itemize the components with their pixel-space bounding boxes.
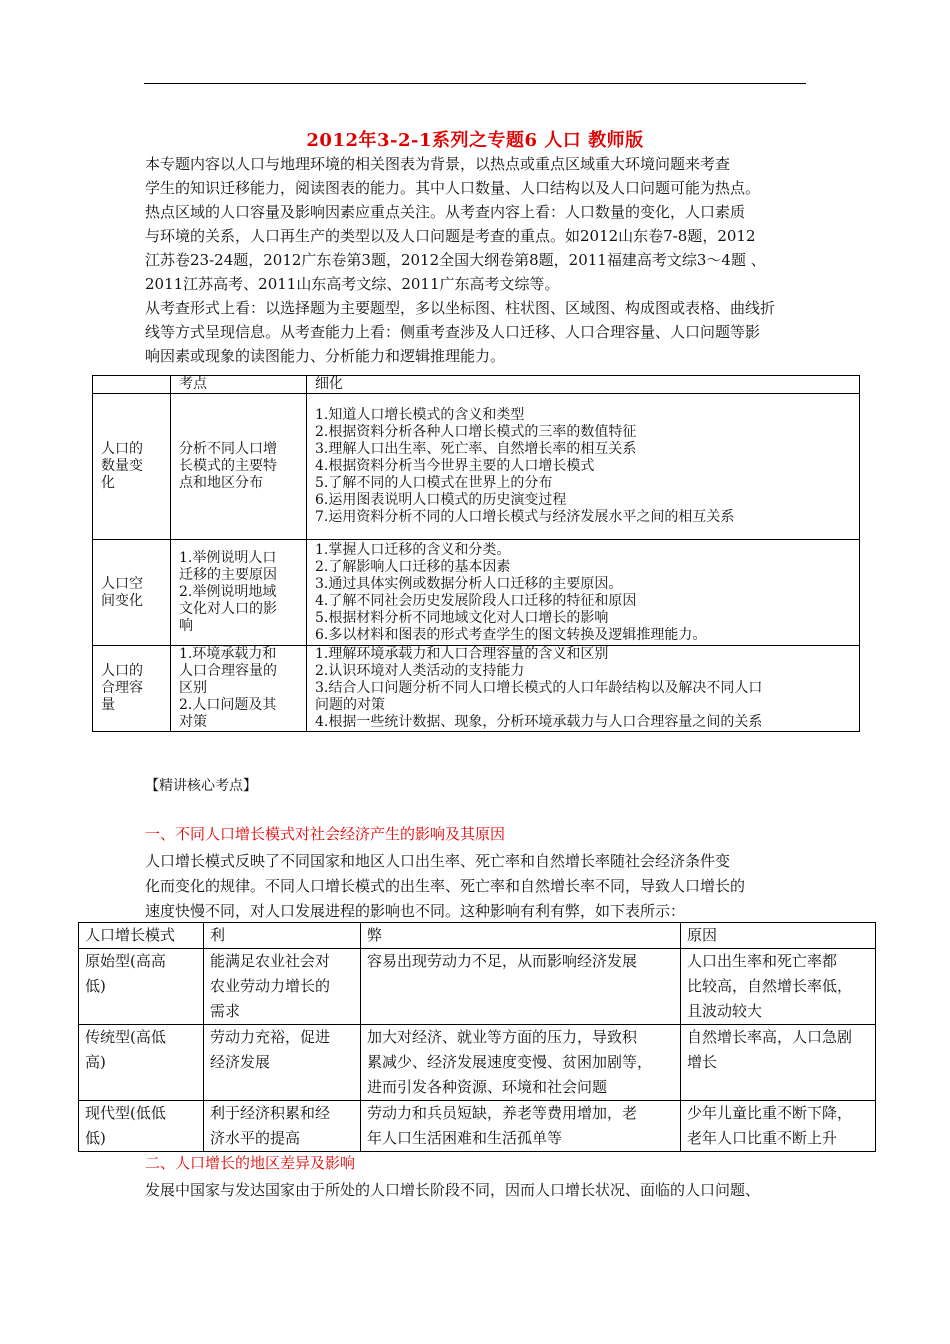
growth-mode-table — [78, 922, 876, 1152]
header-cell: 原因 — [681, 923, 876, 949]
mode-cell: 传统型(高低 高) — [79, 1025, 204, 1101]
point-cell: 1.环境承载力和 人口合理容量的 区别 2.人口问题及其 对策 — [171, 646, 307, 732]
intro-line: 学生的知识迁移能力，阅读图表的能力。其中人口数量、人口结构以及人口问题可能为热点。 — [145, 179, 761, 197]
body-paragraph: 发展中国家与发达国家由于所处的人口增长阶段不同，因而人口增长状况、面临的人口问题、 — [145, 1181, 761, 1199]
intro-paragraph — [145, 152, 815, 368]
section-heading: 一、不同人口增长模式对社会经济产生的影响及其原因 — [145, 825, 506, 843]
exam-points-table — [92, 375, 860, 732]
table-header-row — [93, 376, 860, 394]
con-cell: 容易出现劳动力不足，从而影响经济发展 — [361, 949, 681, 1025]
pro-cell: 利于经济积累和经 济水平的提高 — [204, 1101, 361, 1152]
detail-cell: 1.知道人口增长模式的含义和类型 2.根据资料分析各种人口增长模式的三率的数值特征 3.理解人口出生率、死亡率、自然增长率的相互关系 4.根据资料分析当今世界主要的人口增长模式 5.了解不同的人口模式在世界上的分布 6.运用图表说明人口模式的历史演变过程 7.运用资料分析不同的人口增长模式与经济发展水平之间的相互关系 — [307, 394, 860, 540]
pro-cell: 劳动力充裕，促进 经济发展 — [204, 1025, 361, 1101]
reason-cell: 人口出生率和死亡率都 比较高，自然增长率低， 且波动较大 — [681, 949, 876, 1025]
header-cell: 人口增长模式 — [79, 923, 204, 949]
page-title: 2012年3-2-1系列之专题6 人口 教师版 — [306, 130, 644, 151]
pro-cell: 能满足农业社会对 农业劳动力增长的 需求 — [204, 949, 361, 1025]
table-row — [79, 1101, 876, 1152]
intro-line: 热点区域的人口容量及影响因素应重点关注。从考查内容上看：人口数量的变化，人口素质 — [145, 203, 746, 221]
point-cell: 1.举例说明人口 迁移的主要原因 2.举例说明地域 文化对人口的影 响 — [171, 540, 307, 646]
intro-line: 响因素或现象的读图能力、分析能力和逻辑推理能力。 — [145, 347, 506, 365]
intro-line: 与环境的关系，人口再生产的类型以及人口问题是考查的重点。如2012山东卷7-8题，2012 — [145, 227, 756, 245]
body-paragraph: 人口增长模式反映了不同国家和地区人口出生率、死亡率和自然增长率随社会经济条件变 化而变化的规律。不同人口增长模式的出生率、死亡率和自然增长率不同，导致人口增长的 速度快慢不同，对人口发展进程的影响也不同。这种影响有利有弊，如下表所示： — [145, 852, 746, 920]
intro-line: 2011江苏高考、2011山东高考文综、2011广东高考文综等。 — [145, 275, 560, 293]
table-row — [79, 1025, 876, 1101]
detail-cell: 1.掌握人口迁移的含义和分类。 2.了解影响人口迁移的基本因素 3.通过具体实例或数据分析人口迁移的主要原因。 4.了解不同社会历史发展阶段人口迁移的特征和原因 5.根据材料分析不同地域文化对人口增长的影响 6.多以材料和图表的形式考查学生的图文转换及逻辑推理能力。 — [307, 540, 860, 646]
mode-cell: 原始型(高高 低) — [79, 949, 204, 1025]
con-cell: 劳动力和兵员短缺，养老等费用增加，老 年人口生活困难和生活孤单等 — [361, 1101, 681, 1152]
intro-line: 江苏卷23-24题，2012广东卷第3题，2012全国大纲卷第8题，2011福建高考文综3～4题 、 — [145, 251, 766, 269]
header-cell: 弊 — [361, 923, 681, 949]
topic-cell: 人口空 间变化 — [93, 540, 171, 646]
header-cell — [93, 376, 171, 394]
reason-cell: 自然增长率高，人口急剧 增长 — [681, 1025, 876, 1101]
table-row — [93, 646, 860, 732]
con-cell: 加大对经济、就业等方面的压力，导致积 累减少、经济发展速度变慢、贫困加剧等， 进而引发各种资源、环境和社会问题 — [361, 1025, 681, 1101]
point-cell: 分析不同人口增 长模式的主要特 点和地区分布 — [171, 394, 307, 540]
header-rule — [144, 83, 806, 84]
topic-cell: 人口的 数量变 化 — [93, 394, 171, 540]
intro-line: 从考查形式上看：以选择题为主要题型，多以坐标图、柱状图、区域图、构成图或表格、曲线折 — [145, 299, 776, 317]
table-row — [79, 949, 876, 1025]
header-cell: 细化 — [307, 376, 860, 394]
table-row — [93, 394, 860, 540]
header-cell: 考点 — [171, 376, 307, 394]
topic-cell: 人口的 合理容 量 — [93, 646, 171, 732]
intro-line: 本专题内容以人口与地理环境的相关图表为背景，以热点或重点区域重大环境问题来考查 — [145, 155, 731, 173]
table-header-row — [79, 923, 876, 949]
mode-cell: 现代型(低低 低) — [79, 1101, 204, 1152]
section-label: 【精讲核心考点】 — [145, 778, 257, 794]
table-row — [93, 540, 860, 646]
reason-cell: 少年儿童比重不断下降， 老年人口比重不断上升 — [681, 1101, 876, 1152]
intro-line: 线等方式呈现信息。从考查能力上看：侧重考查涉及人口迁移、人口合理容量、人口问题等影 — [145, 323, 761, 341]
detail-cell: 1.理解环境承载力和人口合理容量的含义和区别 2.认识环境对人类活动的支持能力 3.结合人口问题分析不同人口增长模式的人口年龄结构以及解决不同人口 问题的对策 4.根据一些统计数据、现象，分析环境承载力与人口合理容量之间的关系 — [307, 646, 860, 732]
section-heading: 二、人口增长的地区差异及影响 — [145, 1154, 356, 1172]
header-cell: 利 — [204, 923, 361, 949]
